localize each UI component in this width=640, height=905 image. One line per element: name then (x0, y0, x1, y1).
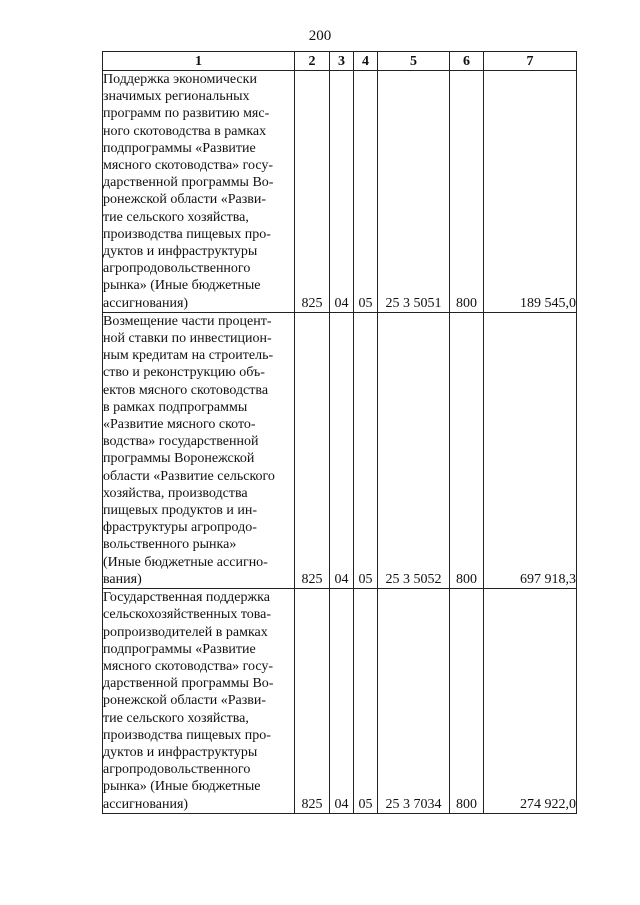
subsection-code: 05 (354, 589, 378, 814)
amount: 697 918,3 (484, 312, 577, 588)
amount: 274 922,0 (484, 589, 577, 814)
section-code: 04 (330, 312, 354, 588)
table-row (103, 589, 577, 814)
expense-description: Государственная поддержка сельскохозяйственных това- ропроизводителей в рамках подпрограммы «Развитие мясного скотоводства» госу- дарственной программы Во- ронежской области «Разви- тие сельского хозяйства, производства пищевых про- дуктов и инфраструктуры агропродовольственного рынка» (Иные бюджетные ассигнования) (103, 589, 295, 814)
subsection-code: 05 (354, 71, 378, 313)
section-code: 04 (330, 71, 354, 313)
column-header: 6 (450, 52, 484, 71)
expense-type-code: 800 (450, 312, 484, 588)
expense-type-code: 800 (450, 71, 484, 313)
target-article-code: 25 3 7034 (378, 589, 450, 814)
column-header: 7 (484, 52, 577, 71)
target-article-code: 25 3 5052 (378, 312, 450, 588)
ministry-code: 825 (295, 589, 330, 814)
table-row (103, 71, 577, 313)
table-header-row (103, 52, 577, 71)
budget-table (102, 51, 577, 814)
column-header: 4 (354, 52, 378, 71)
column-header: 1 (103, 52, 295, 71)
section-code: 04 (330, 589, 354, 814)
table-row (103, 312, 577, 588)
expense-description: Поддержка экономически значимых региональных программ по развитию мяс- ного скотоводства в рамках подпрограммы «Развитие мясного скотоводства» госу- дарственной программы Во- ронежской области «Разви- тие сельского хозяйства, производства пищевых про- дуктов и инфраструктуры агропродовольственного рынка» (Иные бюджетные ассигнования) (103, 71, 295, 313)
subsection-code: 05 (354, 312, 378, 588)
page-number: 200 (308, 28, 332, 44)
column-header: 3 (330, 52, 354, 71)
column-header: 2 (295, 52, 330, 71)
amount: 189 545,0 (484, 71, 577, 313)
expense-description: Возмещение части процент- ной ставки по инвестицион- ным кредитам на строитель- ство и реконструкцию объ- ектов мясного скотоводства в рамках подпрограммы «Развитие мясного ското- водства» государственной программы Воронежской области «Развитие сельского хозяйства, производства пищевых продуктов и ин- фраструктуры агропродо- вольственного рынка» (Иные бюджетные ассигно- вания) (103, 312, 295, 588)
ministry-code: 825 (295, 71, 330, 313)
column-header: 5 (378, 52, 450, 71)
ministry-code: 825 (295, 312, 330, 588)
target-article-code: 25 3 5051 (378, 71, 450, 313)
expense-type-code: 800 (450, 589, 484, 814)
